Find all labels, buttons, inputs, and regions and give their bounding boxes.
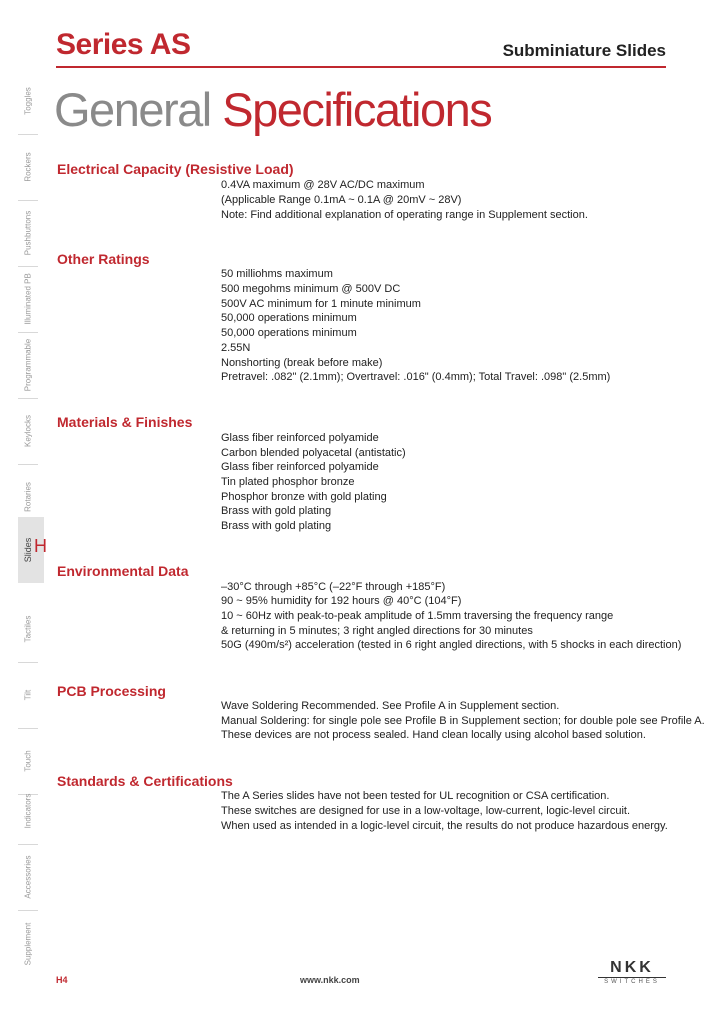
section-pcb-title: PCB Processing	[57, 683, 166, 699]
page-title	[54, 82, 491, 137]
side-tab-accessories[interactable]: Accessories	[18, 844, 38, 911]
side-tab-illuminated-pb[interactable]: Illuminated PB	[18, 266, 38, 333]
title-word-specifications: Specifications	[222, 83, 492, 136]
active-tab-letter: H	[34, 536, 47, 556]
side-tab-tactiles[interactable]: Tactiles	[18, 596, 38, 663]
side-tab-tilt[interactable]: Tilt	[18, 662, 38, 729]
side-tab-supplement[interactable]: Supplement	[23, 922, 33, 966]
section-environmental-title: Environmental Data	[57, 563, 189, 579]
section-electrical-title: Electrical Capacity (Resistive Load)	[57, 161, 294, 177]
nkk-logo	[598, 960, 666, 986]
title-word-general: General	[54, 83, 211, 136]
side-tab-keylocks[interactable]: Keylocks	[18, 398, 38, 465]
side-tab-touch[interactable]: Touch	[18, 728, 38, 795]
side-tab-rockers[interactable]: Rockers	[18, 134, 38, 201]
section-materials-title: Materials & Finishes	[57, 414, 193, 430]
header-rule	[56, 66, 666, 68]
side-tab-pushbuttons[interactable]: Pushbuttons	[18, 200, 38, 267]
logo-wordmark: NKK	[610, 959, 654, 976]
side-tab-programmable[interactable]: Programmable	[18, 332, 38, 399]
section-standards-title: Standards & Certifications	[57, 773, 233, 789]
section-other-title: Other Ratings	[57, 251, 150, 267]
side-tab-toggles[interactable]: Toggles	[18, 68, 38, 135]
series-title: Series AS	[56, 28, 191, 61]
footer-url-link[interactable]: www.nkk.com	[300, 975, 360, 985]
logo-tagline: SWITCHES	[598, 977, 666, 985]
page-number: H4	[56, 975, 68, 985]
page-subtitle: Subminiature Slides	[502, 41, 666, 60]
side-tab-indicators[interactable]: Indicators	[18, 778, 38, 845]
side-tab-rail	[0, 68, 46, 980]
side-tab-slides[interactable]: Slides	[18, 517, 44, 583]
side-tab-rotaries[interactable]: Rotaries	[18, 464, 38, 531]
